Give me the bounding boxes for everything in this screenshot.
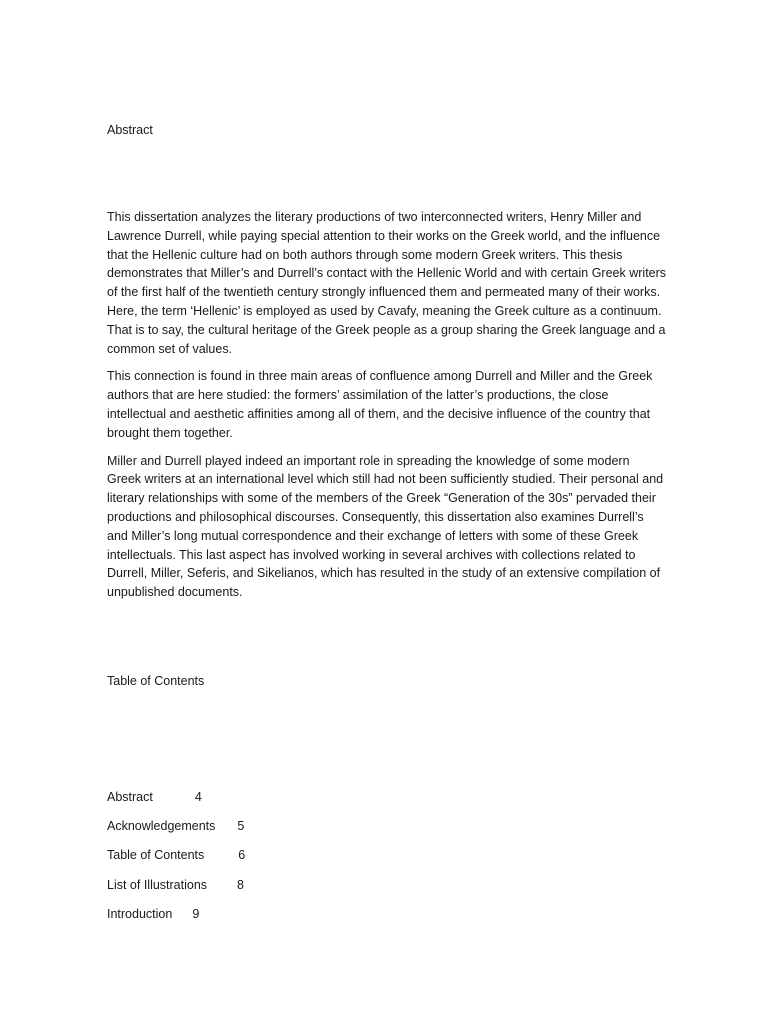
abstract-body	[107, 208, 667, 611]
toc-entry-title: Abstract	[107, 790, 153, 804]
abstract-paragraph-2: This connection is found in three main areas of confluence among Durrell and Miller and the Greek authors that are here studied: the formers’ assimilation of the latter’s productions, the close intellectual and aesthetic affinities among all of them, and the decisive influence of the country that brought them together.	[107, 369, 653, 440]
abstract-paragraph-3: Miller and Durrell played indeed an important role in spreading the knowledge of some modern Greek writers at an international level which still had not been sufficiently studied. Their personal and literary relationships with some of the members of the Greek “Generation of the 30s” pervaded their productions and philosophical discourses. Consequently, this dissertation also examines Durrell’s and Miller’s long mutual correspondence and their exchange of letters with some of these Greek intellectuals. This last aspect has involved working in several archives with collections related to Durrell, Miller, Seferis, and Sikelianos, which has resulted in the study of an extensive compilation of unpublished documents.	[107, 453, 664, 600]
toc-entry-table-of-contents	[107, 847, 245, 876]
toc-entry-page: 6	[238, 848, 246, 863]
toc-entry-acknowledgements	[107, 818, 245, 847]
toc-entry-title: Acknowledgements	[107, 819, 216, 834]
toc-entry-title: List of Illustrations	[107, 877, 208, 892]
abstract-paragraph-1: This dissertation analyzes the literary productions of two interconnected writers, Henry Miller and Lawrence Durrell, while paying special attention to their works on the Greek world, and the influence that the Hellenic culture had on both authors through some modern Greek writers. This thesis demonstrates that Miller’s and Durrell’s contact with the Hellenic World and with certain Greek writers of the first half of the twentieth century strongly influenced them and permeated many of their works. Here, the term ‘Hellenic’ is employed as used by Cavafy, meaning the Greek culture as a continuum. That is to say, the cultural heritage of the Greek people as a group sharing the Greek language and a common set of values.	[107, 210, 667, 356]
toc-entry-abstract	[107, 789, 245, 818]
toc-entry-introduction	[107, 906, 245, 935]
toc-entry-list-of-illustrations	[107, 877, 245, 906]
toc-entry-page: 9	[192, 906, 200, 921]
toc-list	[107, 789, 245, 935]
toc-entry-page: 5	[237, 819, 245, 834]
toc-entry-page: 4	[194, 790, 202, 804]
toc-heading: Table of Contents	[107, 674, 205, 688]
toc-entry-page: 8	[237, 877, 244, 892]
abstract-heading: Abstract	[107, 123, 153, 137]
toc-entry-title: Introduction	[107, 906, 173, 921]
toc-entry-title: Table of Contents	[107, 848, 205, 863]
